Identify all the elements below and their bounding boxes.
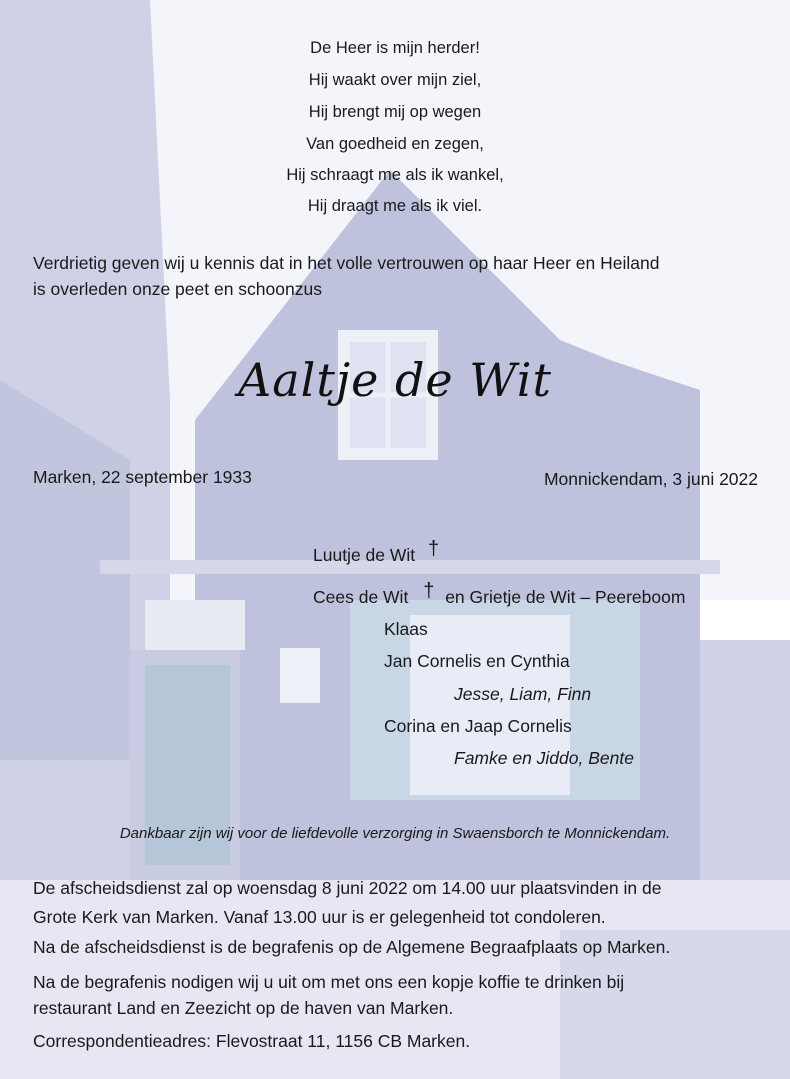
intro-line: is overleden onze peet en schoonzus — [33, 279, 322, 299]
poem-line: Hij brengt mij op wegen — [308, 103, 482, 121]
family-member-name: Luutje de Wit — [313, 545, 416, 565]
coffee-line: restaurant Land en Zeezicht op de haven van Marken. — [33, 998, 454, 1018]
correspondence-address: Correspondentieadres: Flevostraat 11, 1156 CB Marken. — [33, 1031, 471, 1051]
death-place-date: Monnickendam, 3 juni 2022 — [543, 469, 758, 489]
poem-line: Hij draagt me als ik viel. — [307, 197, 483, 215]
family-member — [313, 580, 686, 608]
poem-line: Van goedheid en zegen, — [306, 135, 484, 153]
cross-icon: † — [428, 538, 440, 560]
poem-line: Hij schraagt me als ik wankel, — [286, 166, 504, 184]
service-line: Grote Kerk van Marken. Vanaf 13.00 uur is er gelegenheid tot condoleren. — [33, 907, 606, 927]
coffee-line: Na de begrafenis nodigen wij u uit om met ons een kopje koffie te drinken bij — [33, 972, 625, 992]
family-member-name: Cees de Wit — [313, 587, 409, 607]
service-line: De afscheidsdienst zal op woensdag 8 juni 2022 om 14.00 uur plaatsvinden in de — [33, 878, 662, 898]
poem-line: De Heer is mijn herder! — [310, 39, 480, 57]
intro-line: Verdrietig geven wij u kennis dat in het volle vertrouwen op haar Heer en Heiland — [33, 253, 660, 273]
family-member: Klaas — [384, 619, 428, 639]
grandchildren: Jesse, Liam, Finn — [454, 684, 592, 704]
thanks-note: Dankbaar zijn wij voor de liefdevolle verzorging in Swaensborch te Monnickendam. — [119, 825, 671, 842]
family-member: Jan Cornelis en Cynthia — [384, 651, 570, 671]
deceased-name: Aaltje de Wit — [238, 353, 552, 407]
poem-line: Hij waakt over mijn ziel, — [308, 71, 482, 89]
cross-icon: † — [423, 580, 435, 602]
birth-place-date: Marken, 22 september 1933 — [33, 467, 252, 487]
service-line: Na de afscheidsdienst is de begrafenis op de Algemene Begraafplaats op Marken. — [33, 937, 671, 957]
family-member-partner: en Grietje de Wit – Peereboom — [445, 587, 686, 607]
family-member — [313, 538, 440, 566]
grandchildren: Famke en Jiddo, Bente — [454, 748, 634, 768]
family-member: Corina en Jaap Cornelis — [384, 716, 572, 736]
